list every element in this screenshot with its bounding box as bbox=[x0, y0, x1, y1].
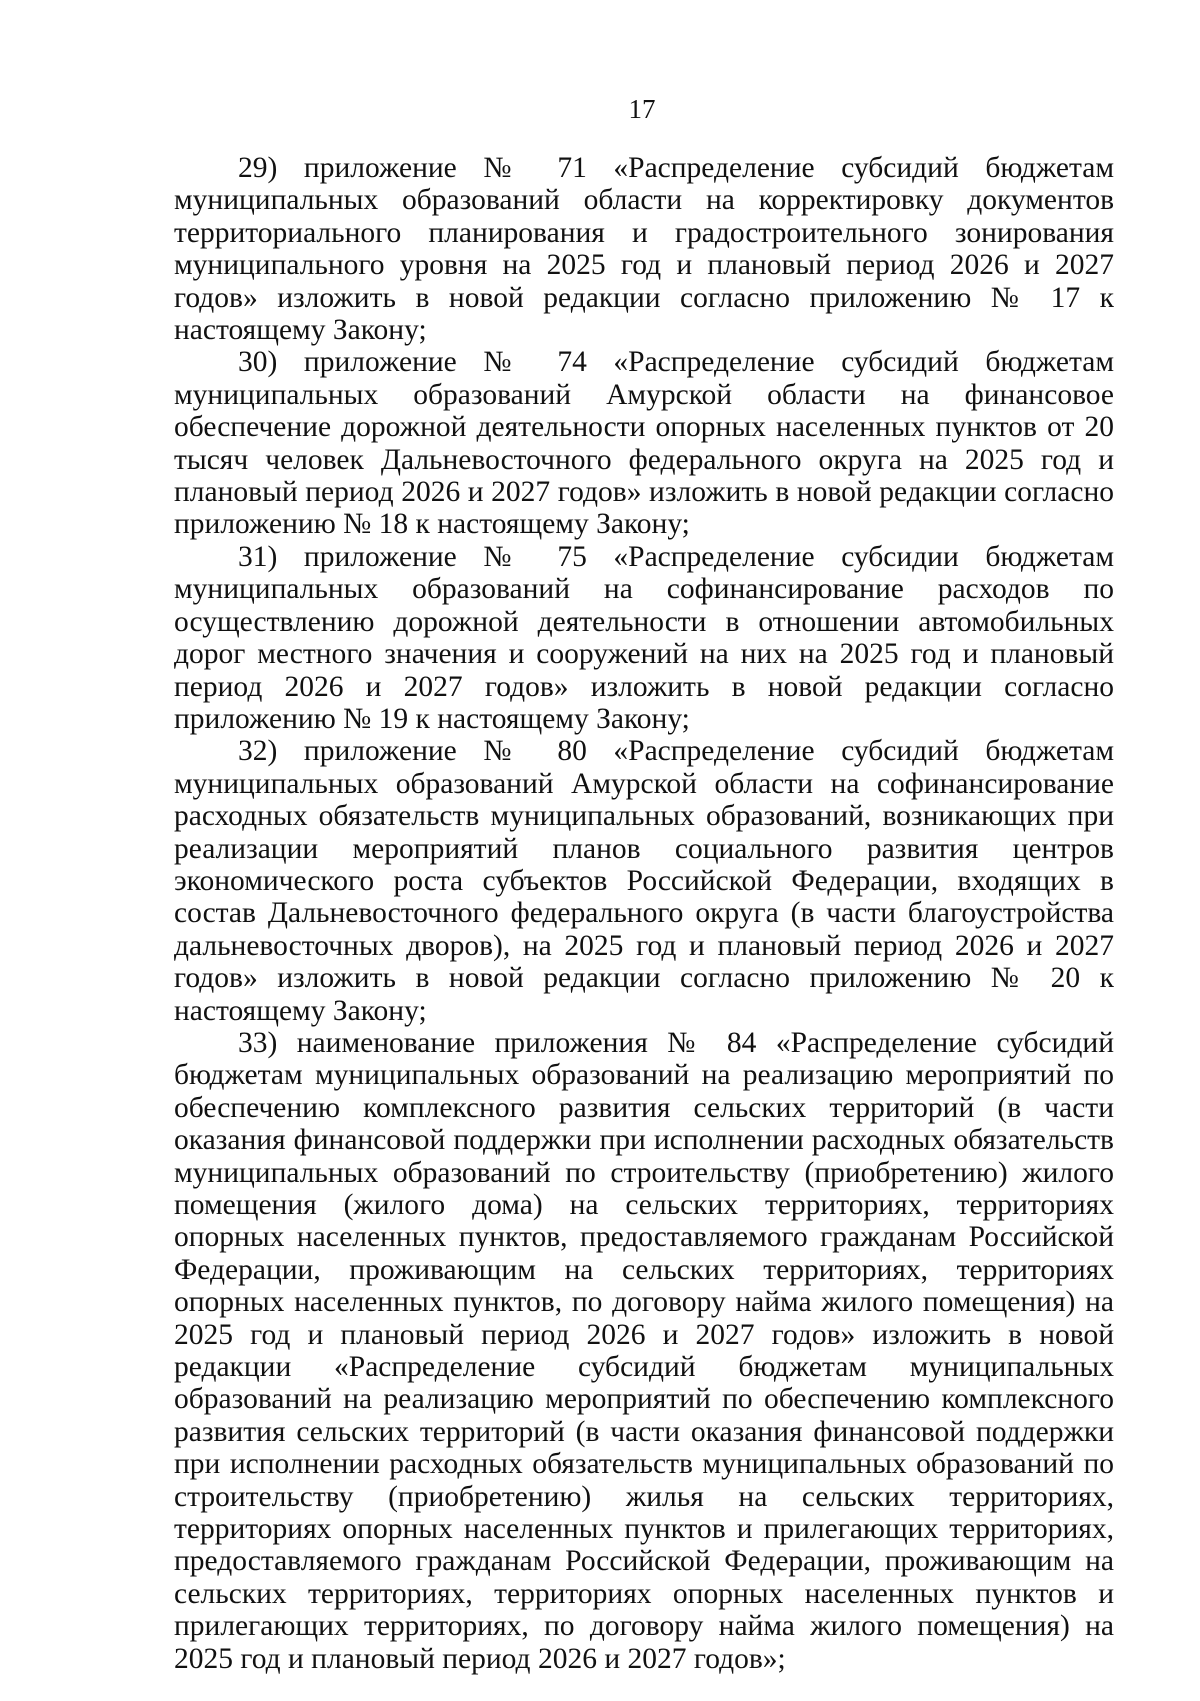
paragraph-item-32: 32) приложение № 80 «Распределение субсидий бюджетам муниципальных образований Амурской области на софинансирование расходных обязательств муниципальных образований, возникающих при реализации мероприятий планов социального развития центров экономического роста субъектов Российской Федерации, входящих в состав Дальневосточного федерального округа (в части благоустройства дальневосточных дворов), на 2025 год и плановый период 2026 и 2027 годов» изложить в новой редакции согласно приложению № 20 к настоящему Закону; bbox=[174, 735, 1114, 1027]
document-body bbox=[174, 152, 1114, 1675]
paragraph-item-33: 33) наименование приложения № 84 «Распределение субсидий бюджетам муниципальных образований на реализацию мероприятий по обеспечению комплексного развития сельских территорий (в части оказания финансовой поддержки при исполнении расходных обязательств муниципальных образований по строительству (приобретению) жилого помещения (жилого дома) на сельских территориях, территориях опорных населенных пунктов, предоставляемого гражданам Российской Федерации, проживающим на сельских территориях, территориях опорных населенных пунктов, по договору найма жилого помещения) на 2025 год и плановый период 2026 и 2027 годов» изложить в новой редакции «Распределение субсидий бюджетам муниципальных образований на реализацию мероприятий по обеспечению комплексного развития сельских территорий (в части оказания финансовой поддержки при исполнении расходных обязательств муниципальных образований по строительству (приобретению) жилья на сельских территориях, территориях опорных населенных пунктов и прилегающих территориях, предоставляемого гражданам Российской Федерации, проживающим на сельских территориях, территориях опорных населенных пунктов и прилегающих территориях, по договору найма жилого помещения) на 2025 год и плановый период 2026 и 2027 годов»; bbox=[174, 1026, 1114, 1675]
paragraph-item-31: 31) приложение № 75 «Распределение субсидии бюджетам муниципальных образований на софинансирование расходов по осуществлению дорожной деятельности в отношении автомобильных дорог местного значения и сооружений на них на 2025 год и плановый период 2026 и 2027 годов» изложить в новой редакции согласно приложению № 19 к настоящему Закону; bbox=[174, 540, 1114, 735]
paragraph-item-30: 30) приложение № 74 «Распределение субсидий бюджетам муниципальных образований Амурской области на финансовое обеспечение дорожной деятельности опорных населенных пунктов от 20 тысяч человек Дальневосточного федерального округа на 2025 год и плановый период 2026 и 2027 годов» изложить в новой редакции согласно приложению № 18 к настоящему Закону; bbox=[174, 346, 1114, 541]
paragraph-item-29: 29) приложение № 71 «Распределение субсидий бюджетам муниципальных образований области на корректировку документов территориального планирования и градостроительного зонирования муниципального уровня на 2025 год и плановый период 2026 и 2027 годов» изложить в новой редакции согласно приложению № 17 к настоящему Закону; bbox=[174, 152, 1114, 347]
page-number: 17 bbox=[628, 94, 656, 124]
